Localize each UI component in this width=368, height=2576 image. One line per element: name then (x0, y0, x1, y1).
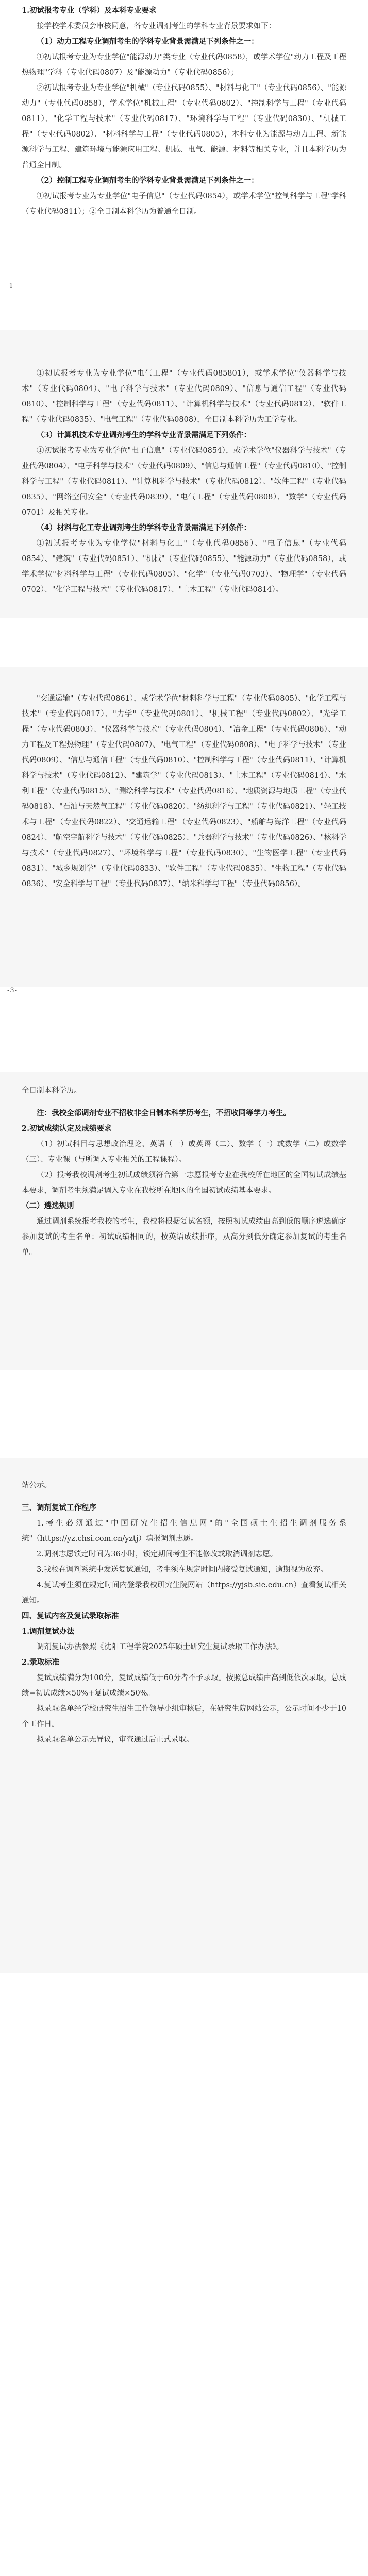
document-page-1 (0, 0, 368, 278)
section-title: 四、复试内容及复试录取标准 (22, 1612, 119, 1620)
paragraph: ①初试报考专业为专业学位"电气工程"（专业代码085801），或学术学位"仪器科学与技术"（专业代码0804）、"电子科学与技术"（专业代码0809）、"信息与通信工程"（专业代码0810）、"控制科学与工程"（专业代码0811）、"计算机科学与技术"（专业代码0812）、"软件工程"（专业代码0835）、"电气工程"（专业代码0808），全日制本科学历为工学专业。 (22, 369, 346, 424)
paragraph: ①初试报考专业为专业学位"材料与化工"（专业代码0856）、"电子信息"（专业代码0854）、"建筑"（专业代码0851）、"机械"（专业代码0855）、"能源动力"（专业代码0858），或学术学位"材料科学与工程"（专业代码0805）、"化学"（专业代码0703）、"物理学"（专业代码0702）、"化学工程与技术"（专业代码0817）、"土木工程"（专业代码0814）。 (22, 539, 346, 594)
paragraph: 2.调剂志愿锁定时间为36小时，锁定期间考生不能修改或取消调剂志愿。 (37, 1550, 278, 1558)
document-page-2 (0, 330, 368, 618)
paragraph: ①初试报考专业为专业学位"电子信息"（专业代码0854），或学术学位"控制科学与工程"学科（专业代码0811）；②全日制本科学历为普通全日制。 (22, 192, 346, 216)
paragraph: ①初试报考专业为专业学位"能源动力"类专业（专业代码0858），或学术学位"动力工程及工程热物理"学科（专业代码0807）及"能源动力"（专业代码0856）； (22, 53, 346, 77)
note-heading: 注：我校全部调剂专业不招收非全日制本科学历考生，不招收同等学力考生。 (37, 1109, 291, 1117)
requirement-heading: （4）材料与化工专业调剂考生的学科专业背景需满足下列条件： (37, 523, 252, 532)
paragraph: 1.考生必须通过"中国研究生招生信息网"的"全国硕士生招生调剂服务系统"（https://yz.chsi.com.cn/yztj）填报调剂志愿。 (22, 1519, 346, 1543)
requirement-heading: （3）计算机技术专业调剂考生的学科专业背景需满足下列条件： (37, 431, 252, 439)
paragraph: 4.复试考生须在规定时间内登录我校研究生院网站（https://yjsb.sie.edu.cn）查看复试相关通知。 (22, 1581, 346, 1605)
paragraph: 站公示。 (22, 1481, 52, 1489)
paragraph: 调剂复试办法参照《沈阳工程学院2025年硕士研究生复试录取工作办法》。 (37, 1643, 284, 1651)
document-page-3 (0, 667, 368, 987)
paragraph: （2）报考我校调剂考生初试成绩须符合第一志愿报考专业在我校所在地区的全国初试成绩基本要求，调剂考生须满足调入专业在我校所在地区的全国初试成绩基本要求。 (22, 1171, 346, 1195)
page-number: -1- (6, 282, 17, 290)
paragraph: ①初试报考专业为专业学位"电子信息"（专业代码0854），或学术学位"仪器科学与技术"（专业代码0804）、"电子科学与技术"（专业代码0809）、"信息与通信工程"（专业代码0810）、"控制科学与工程"（专业代码0811）、"计算机科学与技术"（专业代码0812）、"软件工程"（专业代码0835）、"网络空间安全"（专业代码0839）、"电气工程"（专业代码0808）、"数学"（专业代码0701）及相关专业。 (22, 447, 346, 517)
document-page-5 (0, 1458, 368, 1973)
requirement-heading: （1）动力工程专业调剂考生的学科专业背景需满足下列条件之一： (37, 37, 259, 46)
paragraph: （1）初试科目与思想政治理论、英语（一）或英语（二）、数学（一）或数学（二）或数学（三）、专业课（与所调入专业相关的工程课程）。 (22, 1140, 346, 1164)
requirement-heading: （2）控制工程专业调剂考生的学科专业背景需满足下列条件之一： (37, 176, 259, 185)
paragraph: "交通运输"（专业代码0861），或学术学位"材料科学与工程"（专业代码0805）、"化学工程与技术"（专业代码0817）、"力学"（专业代码0801）、"机械工程"（专业代码0802）、"光学工程"（专业代码0803）、"仪器科学与技术"（专业代码0804）、"冶金工程"（专业代码0806）、"动力工程及工程热物理"（专业代码0807）、"电气工程"（专业代码0808）、"电子科学与技术"（专业代码0809）、"信息与通信工程"（专业代码0810）、"控制科学与工程"（专业代码0811）、"计算机科学与技术"（专业代码0812）、"建筑学"（专业代码0813）、"土木工程"（专业代码0814）、"水利工程"（专业代码0815）、"测绘科学与技术"（专业代码0816）、"地质资源与地质工程"（专业代码0818）、"石油与天然气工程"（专业代码0820）、"纺织科学与工程"（专业代码0821）、"轻工技术与工程"（专业代码0822）、"交通运输工程"（专业代码0823）、"船舶与海洋工程"（专业代码0824）、"航空宇航科学与技术"（专业代码0825）、"兵器科学与技术"（专业代码0826）、"核科学与技术"（专业代码0827）、"环境科学与工程"（专业代码0830）、"生物医学工程"（专业代码0831）、"城乡规划学"（专业代码0833）、"软件工程"（专业代码0835）、"生物工程"（专业代码0836）、"安全科学与工程"（专业代码0837）、"纳米科学与工程"（专业代码0856）。 (22, 694, 346, 888)
section-title: （二）遴选规则 (22, 1201, 74, 1210)
subsection-title: 1.调剂复试办法 (22, 1627, 75, 1636)
page-number: -3- (7, 987, 18, 994)
paragraph: 拟录取名单经学校研究生招生工作领导小组审核后，在研究生院网站公示，公示时间不少于10个工作日。 (22, 1705, 346, 1728)
subsection-title: 2.录取标准 (22, 1658, 60, 1667)
paragraph: 通过调剂系统报考我校的考生，我校将根据复试名额，按照初试成绩由高到低的顺序遴选确定参加复试的考生名单；初试成绩相同的，按英语成绩排序，从高分到低分确定参加复试的考生名单。 (22, 1217, 346, 1257)
paragraph: 拟录取名单公示无异议，审查通过后正式录取。 (37, 1736, 194, 1744)
paragraph: 3.我校在调剂系统中发送复试通知，考生须在规定时间内接受复试通知，逾期视为放弃。 (37, 1566, 328, 1574)
section-title: 1.初试报考专业（学科）及本科专业要求 (22, 6, 157, 15)
paragraph: 接学校学术委员会审核同意，各专业调剂考生的学科专业背景要求如下： (37, 22, 276, 30)
paragraph: 全日制本科学历。 (22, 1087, 81, 1095)
section-title: 2.初试成绩认定及成绩要求 (22, 1124, 112, 1133)
paragraph: ②初试报考专业为专业学位"机械"（专业代码0855）、"材料与化工"（专业代码0856）、"能源动力"（专业代码0858），学术学位"机械工程"（专业代码0802）、"控制科学与工程"（专业代码0811）、"化学工程与技术"（专业代码0817）、"环境科学与工程"（专业代码0830）、"机械工程"（专业代码0802）、"材料科学与工程"（专业代码0805），本科专业为能源与动力工程、新能源科学与工程、建筑环境与能源应用工程、机械、电气、能源、材料等相关专业，并且本科学历为普通全日制。 (22, 84, 346, 170)
paragraph: 复试成绩满分为100分，复试成绩低于60分者不予录取。按照总成绩由高到低依次录取，总成绩=初试成绩×50%+复试成绩×50%。 (22, 1674, 346, 1698)
section-title: 三、调剂复试工作程序 (22, 1503, 96, 1512)
document-page-4 (0, 1072, 368, 1370)
